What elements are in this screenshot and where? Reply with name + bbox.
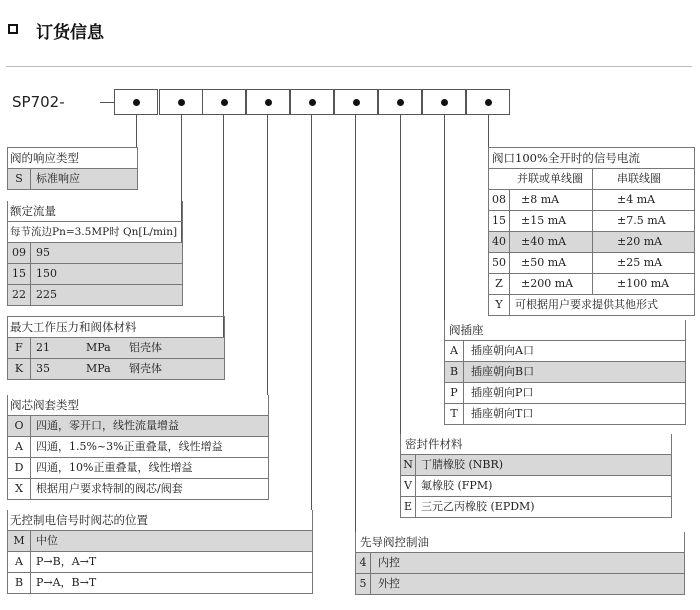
option-code: N [401,455,416,475]
option-code: X [8,479,31,499]
current-series: ±7.5 mA [617,214,666,227]
option-text: 插座朝向P口 [471,386,534,399]
current-series: ±20 mA [617,235,663,248]
option-text: 丁腈橡胶 (NBR) [421,458,504,471]
table-row [445,362,685,383]
option-text: 插座朝向T口 [471,407,534,420]
section-title: 订货信息 [36,23,104,43]
table-row [445,404,685,425]
table-title-text: 额定流量 [10,204,56,218]
table-title [8,201,182,222]
code-slot [202,89,246,115]
option-text: 95 [36,246,50,259]
table-response-type [7,147,138,190]
code-slot [378,89,422,115]
option-code: 4 [356,553,371,573]
option-code: 22 [8,285,31,305]
table-title [489,148,694,169]
table-title-text: 无控制电信号时阀芯的位置 [10,513,148,527]
table-row [401,476,671,497]
option-text: 可根据用户要求提供其他形式 [515,298,658,311]
slot-dot-icon [397,99,404,106]
connector [355,115,356,532]
pressure-unit: MPa [86,362,111,375]
table-title-text: 最大工作压力和阀体材料 [10,320,137,334]
pressure-value: 21 [36,341,50,354]
option-code: V [401,476,416,496]
table-row [8,573,312,594]
current-parallel: ±8 mA [521,193,560,206]
table-row [8,416,268,437]
option-code: 5 [356,574,371,594]
table-row [8,338,224,359]
table-row [401,497,671,518]
option-text: 四通，10%正重叠量，线性增益 [36,461,193,474]
table-spool-position [7,510,313,594]
option-code: T [445,404,464,424]
current-series: ±4 mA [617,193,656,206]
option-text: 150 [36,267,57,280]
current-series: ±100 mA [617,277,670,290]
option-text: 中位 [36,534,58,547]
table-subtitle-text: 每节流边Pn=3.5MP时 Qn[L/min] [10,226,178,238]
table-row [401,455,671,476]
pressure-value: 35 [36,362,50,375]
body-material: 钢壳体 [129,362,162,375]
table-title [8,148,137,169]
current-parallel: ±40 mA [521,235,567,248]
current-parallel: ±50 mA [521,256,567,269]
table-column-headers [489,169,694,190]
table-row [489,190,694,211]
option-text: P→A，B→T [36,576,97,589]
section-bullet-icon [8,24,18,34]
table-title-text: 阀口100%全开时的信号电流 [492,151,640,165]
table-title-text: 阀的响应类型 [10,151,79,165]
table-row [8,169,137,190]
option-code: F [8,338,31,358]
current-parallel: ±200 mA [521,277,574,290]
connector [311,115,312,510]
table-row [489,274,694,295]
option-text: 四通，零开口，线性流量增益 [36,419,179,432]
slot-dot-icon [309,99,316,106]
table-row [445,383,685,404]
model-prefix: SP702- [12,93,65,111]
option-text: 外控 [378,577,400,590]
option-code: B [8,573,31,593]
table-spool-type [7,395,269,500]
table-row [8,552,312,573]
option-code: D [8,458,31,478]
current-parallel: ±15 mA [521,214,567,227]
table-title [401,434,671,455]
option-code: O [8,416,31,436]
option-code: E [401,497,416,517]
option-code: 15 [489,211,510,231]
code-slot [246,89,290,115]
table-row [445,341,685,362]
slot-dot-icon [133,99,140,106]
table-pilot-oil [355,532,685,595]
table-title-text: 先导阀控制油 [360,535,429,549]
table-title [8,395,268,416]
slot-dot-icon [353,99,360,106]
code-slot [334,89,378,115]
slot-dot-icon [265,99,272,106]
table-seal-material [400,434,672,518]
body-material: 铝壳体 [129,341,162,354]
connector [100,102,114,103]
option-text: 四通，1.5%~3%正重叠量，线性增益 [36,440,223,453]
option-text: 内控 [378,556,400,569]
table-socket-orientation [444,320,686,425]
option-code: 09 [8,243,31,263]
table-rated-flow [7,201,183,306]
code-slot [159,89,203,115]
code-slot [114,89,158,115]
column-header: 并联或单线圈 [517,172,583,185]
connector [267,115,268,395]
column-header: 串联线圈 [617,172,661,185]
code-slot [466,89,510,115]
table-row [489,295,694,316]
table-title [8,317,224,338]
option-code: B [445,362,464,382]
table-title [445,320,685,341]
table-row [489,253,694,274]
option-code: 50 [489,253,510,273]
table-title [356,532,684,553]
option-code: K [8,359,31,379]
option-code: M [8,531,31,551]
table-row [8,285,182,306]
divider [6,66,692,67]
table-row [356,574,684,595]
connector [444,115,445,320]
option-code: A [445,341,464,361]
table-title-text: 密封件材料 [405,437,463,451]
slot-dot-icon [178,99,185,106]
option-code: Y [489,295,510,315]
option-code: S [8,169,31,189]
table-row [8,264,182,285]
option-code: A [8,552,31,572]
connector [400,115,401,434]
pressure-unit: MPa [86,341,111,354]
option-text: 氟橡胶 (FPM) [421,479,493,492]
table-row [8,437,268,458]
code-slot [422,89,466,115]
table-row [489,232,694,253]
table-pressure-material [7,316,225,380]
connector [488,115,489,147]
table-row [8,359,224,380]
table-row [8,531,312,552]
table-title-text: 阀芯阀套类型 [10,398,79,412]
slot-dot-icon [221,99,228,106]
table-row [489,211,694,232]
slot-dot-icon [485,99,492,106]
table-row [8,458,268,479]
option-code: 40 [489,232,510,252]
option-text: P→B，A→T [36,555,97,568]
table-signal-current [488,147,695,316]
table-subtitle [8,222,182,243]
option-text: 225 [36,288,57,301]
option-text: 插座朝向B口 [471,365,535,378]
option-code: A [8,437,31,457]
option-text: 标准响应 [36,172,80,185]
table-row [8,243,182,264]
table-title [8,510,312,531]
table-title-text: 阀插座 [449,323,484,337]
option-text: 三元乙丙橡胶 (EPDM) [421,500,535,513]
connector [136,115,137,148]
option-code: 08 [489,190,510,210]
option-text: 根据用户要求特制的阀芯/阀套 [36,482,183,495]
table-row [356,553,684,574]
table-row [8,479,268,500]
code-slot [290,89,334,115]
current-series: ±25 mA [617,256,663,269]
slot-dot-icon [441,99,448,106]
option-code: 15 [8,264,31,284]
option-code: P [445,383,464,403]
option-code: Z [489,274,510,294]
option-text: 插座朝向A口 [471,344,534,357]
